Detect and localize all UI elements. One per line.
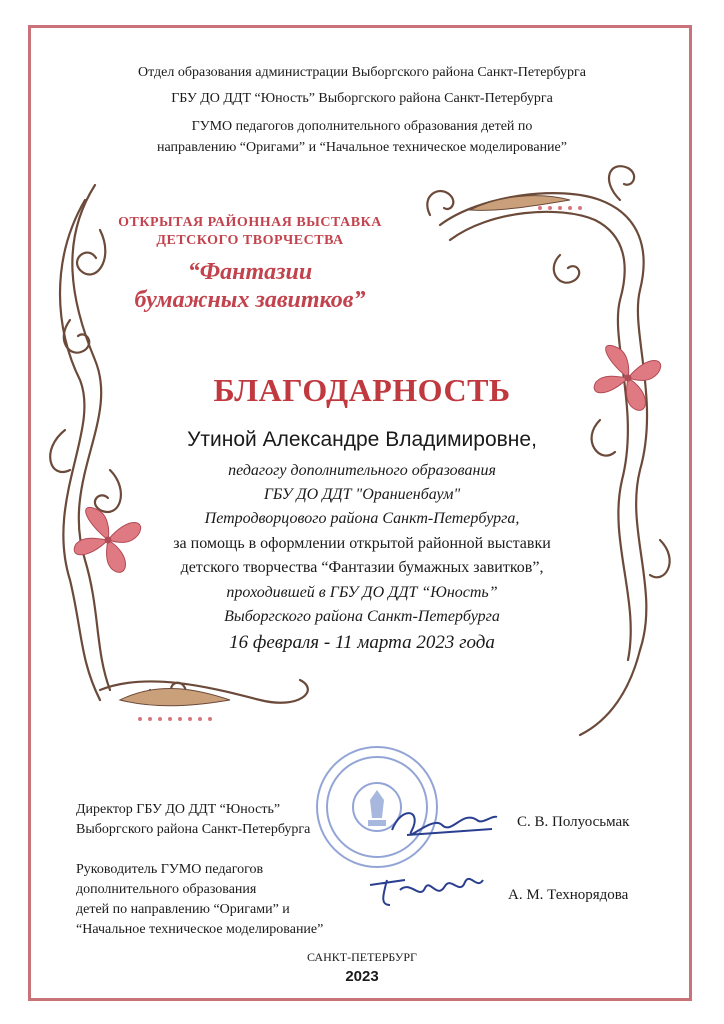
body-line-6: проходившей в ГБУ ДО ДДТ “Юность” <box>226 584 498 601</box>
header-line-4: направлению “Оригами” и “Начальное техническое моделирование” <box>157 140 567 155</box>
footer-city: САНКТ-ПЕТЕРБУРГ <box>307 950 417 964</box>
body-line-7: Выборгского района Санкт-Петербурга <box>224 608 500 625</box>
top-right-vine <box>440 193 647 650</box>
head-title-line-1: Руководитель ГУМО педагогов <box>76 862 264 877</box>
header-line-1: Отдел образования администрации Выборгского района Санкт-Петербурга <box>138 65 586 80</box>
certificate-heading: БЛАГОДАРНОСТЬ <box>213 372 511 408</box>
recipient-name: Утиной Александре Владимировне, <box>187 428 537 451</box>
head-title <box>76 860 323 940</box>
footer-year: 2023 <box>345 968 379 985</box>
director-name: С. В. Полуосьмак <box>517 814 630 830</box>
head-title-line-2: дополнительного образования <box>76 882 257 897</box>
body-line-5: детского творчества “Фантазии бумажных завитков”, <box>180 559 544 576</box>
header-line-2: ГБУ ДО ДДТ “Юность” Выборгского района Санкт-Петербурга <box>171 91 553 106</box>
head-title-line-4: “Начальное техническое моделирование” <box>76 922 324 937</box>
director-title <box>76 800 310 840</box>
director-title-line-1: Директор ГБУ ДО ДДТ “Юность” <box>76 802 281 817</box>
body-line-1: педагогу дополнительного образования <box>228 462 496 479</box>
body-line-4: за помощь в оформлении открытой районной выставки <box>173 535 551 552</box>
exhibition-date: 16 февраля - 11 марта 2023 года <box>229 632 495 653</box>
event-name-line-1: “Фантазии <box>187 259 313 285</box>
event-title-line-2: ДЕТСКОГО ТВОРЧЕСТВА <box>156 233 344 248</box>
head-name: А. М. Технорядова <box>508 887 629 903</box>
event-name-line-2: бумажных завитков” <box>134 287 366 313</box>
head-title-line-3: детей по направлению “Оригами” и <box>76 902 290 917</box>
head-signature <box>365 860 485 920</box>
header-line-3: ГУМО педагогов дополнительного образования детей по <box>191 119 533 134</box>
director-signature <box>382 795 502 855</box>
event-title-line-1: ОТКРЫТАЯ РАЙОННАЯ ВЫСТАВКА <box>118 215 382 230</box>
director-title-line-2: Выборгского района Санкт-Петербурга <box>76 822 311 837</box>
body-line-3: Петродворцового района Санкт-Петербурга, <box>204 510 520 527</box>
body-line-2: ГБУ ДО ДДТ "Ораниенбаум" <box>263 486 461 503</box>
